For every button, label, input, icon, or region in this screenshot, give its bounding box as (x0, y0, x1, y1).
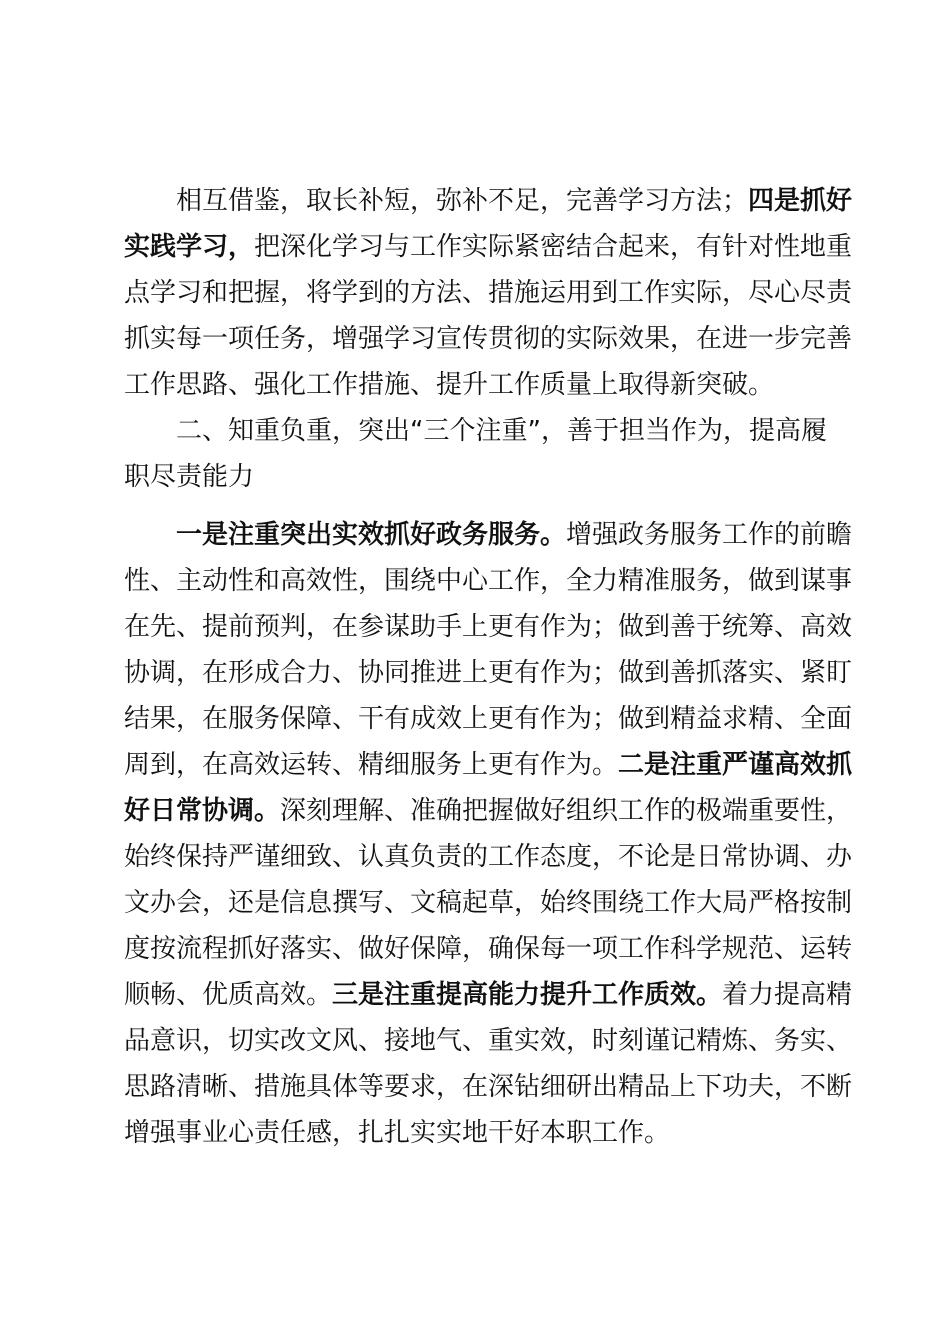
text-line: 工作思路、强化工作措施、提升工作质量上取得新突破。 (124, 370, 775, 400)
text-line: 在先、提前预判，在参谋助手上更有作为；做到善于统筹、高效 (124, 612, 853, 642)
text-line: 增强事业心责任感，扎扎实实地干好本职工作。 (124, 1118, 671, 1148)
text-line: 相互借鉴，取长补短，弥补不足，完善学习方法；四是抓好 (176, 186, 853, 216)
bold-heading-inline: 一是注重突出实效抓好政务服务。 (176, 520, 567, 550)
text-line: 度按流程抓好落实、做好保障，确保每一项工作科学规范、运转 (124, 934, 853, 964)
paragraph-gap (124, 500, 840, 512)
text-line: 结果，在服务保障、干有成效上更有作为；做到精益求精、全面 (124, 704, 853, 734)
bold-heading-inline: 三是注重提高能力提升工作质效。 (332, 980, 723, 1010)
bold-heading-inline: 四是抓好 (748, 186, 853, 216)
bold-heading-inline: 二是注重严谨高效抓 (618, 750, 853, 780)
text-line: 职尽责能力 (124, 462, 255, 492)
bold-heading-inline: 好日常协调。 (124, 796, 281, 826)
text-line: 性、主动性和高效性，围绕中心工作，全力精准服务，做到谋事 (124, 566, 853, 596)
text-line: 一是注重突出实效抓好政务服务。增强政务服务工作的前瞻 (176, 520, 853, 550)
text-line: 实践学习，把深化学习与工作实际紧密结合起来，有针对性地重 (124, 232, 853, 262)
text-line: 二、知重负重，突出“三个注重”，善于担当作为，提高履 (176, 416, 827, 446)
text-line: 点学习和把握，将学到的方法、措施运用到工作实际，尽心尽责 (124, 278, 853, 308)
paragraph-three-focuses (124, 512, 853, 1156)
text-line: 好日常协调。深刻理解、准确把握做好组织工作的极端重要性， (124, 796, 853, 826)
text-line: 抓实每一项任务，增强学习宣传贯彻的实际效果，在进一步完善 (124, 324, 853, 354)
text-line: 思路清晰、措施具体等要求，在深钻细研出精品上下功夫，不断 (124, 1072, 853, 1102)
paragraph-study-practice (124, 178, 853, 408)
text-line: 始终保持严谨细致、认真负责的工作态度，不论是日常协调、办 (124, 842, 853, 872)
section-heading-two (124, 408, 840, 500)
bold-heading-inline: 实践学习， (124, 232, 255, 262)
text-line: 文办会，还是信息撰写、文稿起草，始终围绕工作大局严格按制 (124, 888, 853, 918)
document-page (124, 178, 853, 1156)
text-line: 协调，在形成合力、协同推进上更有作为；做到善抓落实、紧盯 (124, 658, 853, 688)
text-line: 顺畅、优质高效。三是注重提高能力提升工作质效。着力提高精 (124, 980, 853, 1010)
text-line: 品意识，切实改文风、接地气、重实效，时刻谨记精炼、务实、 (124, 1026, 853, 1056)
text-line: 周到，在高效运转、精细服务上更有作为。二是注重严谨高效抓 (124, 750, 853, 780)
